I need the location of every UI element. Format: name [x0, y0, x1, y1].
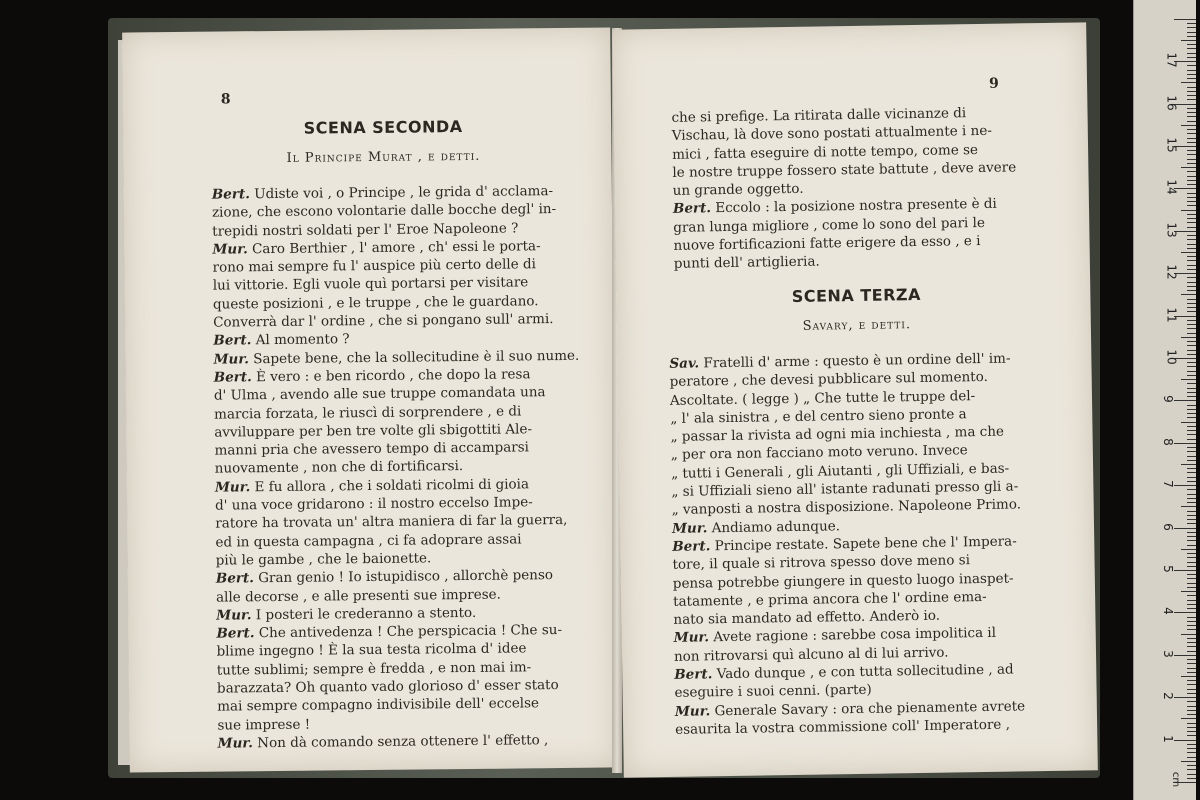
- page-number: 9: [988, 75, 999, 92]
- ruler-tick: [1187, 375, 1196, 376]
- ruler-tick: [1181, 40, 1196, 41]
- ruler-tick: [1187, 303, 1196, 304]
- page-number: 8: [220, 91, 231, 108]
- ruler-tick: [1187, 689, 1196, 690]
- ruler-tick: [1174, 697, 1196, 698]
- ruler-number: 1: [1160, 734, 1175, 743]
- ruler-tick: [1187, 651, 1196, 652]
- speaker-label: Bert.: [215, 570, 255, 587]
- ruler-tick: [1187, 260, 1196, 261]
- ruler-tick: [1174, 570, 1196, 571]
- ruler-tick: [1187, 121, 1196, 122]
- left-page: [122, 27, 618, 772]
- ruler-tick: [1187, 595, 1196, 596]
- line-text: Caro Berthier , l' amore , ch' essi le porta-: [247, 238, 541, 258]
- line-text: Vado dunque , e con tutta sollecitudine , ad: [712, 661, 1014, 683]
- line-text: mici , fatta eseguire di notte tempo, come se: [671, 141, 979, 163]
- ruler-tick: [1187, 57, 1196, 58]
- ruler-tick: [1187, 583, 1196, 584]
- line-text: Gran genio ! Io istupidisco , allorchè penso: [253, 567, 554, 587]
- ruler-tick: [1187, 290, 1196, 291]
- ruler-tick: [1187, 748, 1196, 749]
- measuring-ruler: [1133, 0, 1196, 800]
- ruler-tick: [1181, 379, 1196, 380]
- line-text: Converrà dar l' ordine , che si pongano sull' armi.: [213, 311, 554, 331]
- line-text: I posteri le crederanno a stento.: [251, 604, 477, 624]
- ruler-tick: [1187, 150, 1196, 151]
- ruler-tick: [1187, 574, 1196, 575]
- ruler-number: 9: [1160, 395, 1175, 404]
- ruler-number: 12: [1164, 264, 1179, 280]
- ruler-tick: [1187, 133, 1196, 134]
- ruler-tick: [1187, 324, 1196, 325]
- ruler-tick: [1187, 778, 1196, 779]
- ruler-tick: [1187, 388, 1196, 389]
- text-block-top: [671, 103, 1017, 273]
- line-text: eseguire i suoi cenni. (parte): [674, 682, 872, 702]
- line-text: zione, che escono volontarie dalle bocche degl' in-: [211, 201, 557, 221]
- ruler-tick: [1187, 27, 1196, 28]
- ruler-tick: [1187, 256, 1196, 257]
- ruler-tick: [1187, 201, 1196, 202]
- ruler-number: 8: [1160, 437, 1175, 446]
- speaker-label: Mur.: [213, 350, 249, 368]
- ruler-tick: [1187, 672, 1196, 673]
- ruler-tick: [1187, 383, 1196, 384]
- ruler-tick: [1187, 396, 1196, 397]
- ruler-tick: [1187, 502, 1196, 503]
- ruler-tick: [1187, 99, 1196, 100]
- line-text: alle decorse , e alle presenti sue imprese.: [215, 586, 501, 606]
- line-text: lui vittorie. Egli vuole quì portarsi per visitare: [212, 274, 529, 295]
- ruler-tick: [1187, 282, 1196, 283]
- ruler-tick: [1187, 78, 1196, 79]
- ruler-number: 16: [1164, 94, 1179, 111]
- ruler-tick: [1187, 176, 1196, 177]
- right-page: [612, 22, 1098, 777]
- ruler-tick: [1187, 439, 1196, 440]
- ruler-tick: [1174, 485, 1196, 486]
- ruler-tick: [1181, 337, 1196, 338]
- ruler-tick: [1187, 536, 1196, 537]
- ruler-tick: [1187, 744, 1196, 745]
- ruler-tick: [1187, 735, 1196, 736]
- ruler-number: 5: [1160, 565, 1175, 573]
- ruler-tick: [1187, 434, 1196, 435]
- ruler-tick: [1187, 53, 1196, 54]
- ruler-tick: [1187, 218, 1196, 219]
- ruler-tick: [1187, 731, 1196, 732]
- line-text: esaurita la vostra commissione coll' Imperatore ,: [675, 716, 1011, 738]
- ruler-tick: [1187, 32, 1196, 33]
- ruler-tick: [1181, 422, 1196, 423]
- ruler-tick: [1187, 765, 1196, 766]
- speaker-label: Bert.: [672, 538, 711, 555]
- ruler-tick: [1187, 668, 1196, 669]
- text-line: [214, 383, 580, 405]
- ruler-number: 15: [1164, 137, 1179, 153]
- ruler-tick: [1187, 65, 1196, 66]
- ruler-tick: [1187, 328, 1196, 329]
- ruler-tick: [1187, 757, 1196, 758]
- line-text: Al momento ?: [251, 331, 350, 349]
- line-text: „ vanposti a nostra disposizione. Napoleone Primo.: [671, 496, 1022, 519]
- line-text: Generale Savary : ora che pienamente avrete: [710, 698, 1026, 719]
- ruler-tick: [1187, 498, 1196, 499]
- line-text: Avete ragione : sarebbe cosa impolitica il: [708, 625, 997, 646]
- line-text: un grande oggetto.: [672, 180, 804, 200]
- line-text: barazzata? Oh quanto vado glorioso d' esser stato: [216, 677, 559, 697]
- ruler-tick: [1187, 48, 1196, 49]
- ruler-tick: [1187, 159, 1196, 160]
- ruler-tick: [1187, 646, 1196, 647]
- ruler-tick: [1187, 248, 1196, 249]
- speaker-label: Mur.: [214, 479, 251, 496]
- ruler-tick: [1187, 180, 1196, 181]
- line-text: d' Ulma , avendo alle sue truppe comandata una: [213, 384, 546, 404]
- line-text: tatamente , e prima ancora che l' ordine ema-: [673, 588, 987, 610]
- text-block: [669, 349, 1025, 739]
- ruler-tick: [1187, 23, 1196, 24]
- speaker-label: Bert.: [211, 186, 250, 203]
- ruler-tick: [1187, 350, 1196, 351]
- ruler-tick: [1187, 451, 1196, 452]
- ruler-tick: [1187, 311, 1196, 312]
- line-text: gran lunga migliore , come lo sono del pari le: [673, 214, 985, 236]
- ruler-tick: [1187, 171, 1196, 172]
- ruler-tick: [1174, 655, 1196, 656]
- ruler-tick: [1187, 227, 1196, 228]
- line-text: „ passar la rivista ad ogni mia inchiesta , ma che: [670, 423, 1005, 446]
- line-text: È vero : e ben ricordo , che dopo la resa: [251, 366, 531, 386]
- ruler-tick: [1181, 82, 1196, 83]
- text-line: [215, 511, 581, 533]
- line-text: Non dà comando senza ottenere l' effetto ,: [252, 732, 549, 752]
- ruler-tick: [1187, 515, 1196, 516]
- speaker-label: Sav.: [669, 355, 700, 372]
- speaker-label: Mur.: [674, 702, 711, 720]
- text-line: [217, 731, 583, 753]
- ruler-tick: [1174, 612, 1196, 613]
- ruler-tick: [1187, 116, 1196, 117]
- ruler-tick: [1187, 95, 1196, 96]
- ruler-tick: [1187, 409, 1196, 410]
- ruler-tick: [1187, 205, 1196, 206]
- ruler-tick: [1187, 608, 1196, 609]
- ruler-tick: [1187, 235, 1196, 236]
- ruler-tick: [1187, 625, 1196, 626]
- ruler-number: 4: [1160, 607, 1175, 616]
- ruler-tick: [1187, 362, 1196, 363]
- speaker-label: Mur.: [217, 735, 254, 752]
- ruler-tick: [1187, 184, 1196, 185]
- speaker-label: Mur.: [671, 520, 708, 537]
- ruler-tick: [1187, 44, 1196, 45]
- line-text: Fratelli d' arme : questo è un ordine dell' im-: [698, 350, 1011, 372]
- ruler-tick: [1181, 634, 1196, 635]
- ruler-tick: [1187, 371, 1196, 372]
- text-block: [212, 182, 584, 753]
- ruler-tick: [1187, 112, 1196, 113]
- ruler-tick: [1187, 727, 1196, 728]
- ruler-unit: cm: [1170, 771, 1182, 788]
- line-text: tore, il quale si ritrova spesso dove meno si: [672, 552, 971, 574]
- line-text: punti dell' artiglieria.: [673, 253, 820, 273]
- ruler-tick: [1187, 299, 1196, 300]
- ruler-tick: [1187, 277, 1196, 278]
- ruler-tick: [1187, 617, 1196, 618]
- line-text: Udiste voi , o Principe , le grida d' acclama-: [249, 183, 554, 203]
- ruler-tick: [1187, 629, 1196, 630]
- ruler-tick: [1187, 87, 1196, 88]
- ruler-tick: [1181, 506, 1196, 507]
- line-text: „ l' ala sinistra , e del centro sieno pronte a: [670, 406, 967, 427]
- text-line: [217, 694, 583, 716]
- line-text: „ si Uffiziali sieno all' istante radunati presso gli a-: [671, 478, 1019, 500]
- ruler-tick: [1187, 710, 1196, 711]
- ruler-tick: [1187, 163, 1196, 164]
- line-text: trepidi nostri soldati per l' Eroe Napoleone ?: [212, 220, 519, 240]
- line-text: peratore , che devesi pubblicare sul momento.: [669, 369, 988, 391]
- ruler-tick: [1181, 294, 1196, 295]
- line-text: Principe restate. Sapete bene che l' Impera-: [710, 533, 1017, 555]
- ruler-tick: [1174, 528, 1196, 529]
- ruler-tick: [1174, 740, 1196, 741]
- ruler-tick: [1187, 430, 1196, 431]
- ruler-tick: [1187, 239, 1196, 240]
- ruler-tick: [1187, 774, 1196, 775]
- ruler-tick: [1187, 472, 1196, 473]
- line-text: marcia forzata, le riuscì di sorprendere , e di: [214, 402, 522, 423]
- ruler-tick: [1187, 532, 1196, 533]
- ruler-tick: [1187, 193, 1196, 194]
- ruler-tick: [1187, 244, 1196, 245]
- line-text: mai sempre compagno indivisibile dell' eccelse: [217, 695, 540, 715]
- ruler-tick: [1174, 443, 1196, 444]
- line-text: Vischau, là dove sono postati attualmente i ne-: [671, 123, 992, 145]
- line-text: nuove fortificazioni fatte erigere da esso , e i: [673, 233, 981, 254]
- line-text: Andiamo adunque.: [707, 517, 841, 537]
- ruler-tick: [1187, 600, 1196, 601]
- ruler-tick: [1187, 562, 1196, 563]
- ruler-tick: [1187, 142, 1196, 143]
- speaker-label: Mur.: [212, 241, 248, 258]
- line-text: „ tutti i Generali , gli Aiutanti , gli Uffiziali, e bas-: [671, 460, 1010, 482]
- scene-heading: SCENA SECONDA: [303, 117, 463, 138]
- ruler-number: 13: [1164, 222, 1179, 238]
- ruler-tick: [1187, 752, 1196, 753]
- ruler-tick: [1187, 320, 1196, 321]
- speaker-label: Bert.: [674, 666, 713, 683]
- ruler-tick: [1187, 456, 1196, 457]
- speaker-label: Bert.: [213, 369, 252, 386]
- ruler-number: 17: [1164, 52, 1179, 68]
- ruler-tick: [1187, 693, 1196, 694]
- ruler-tick: [1187, 413, 1196, 414]
- ruler-number: 6: [1160, 522, 1175, 531]
- ruler-tick: [1187, 345, 1196, 346]
- ruler-tick: [1187, 405, 1196, 406]
- ruler-tick: [1187, 494, 1196, 495]
- ruler-number: 7: [1160, 480, 1175, 489]
- ruler-tick: [1187, 154, 1196, 155]
- scene-heading: SCENA TERZA: [791, 284, 922, 306]
- ruler-tick: [1187, 129, 1196, 130]
- ruler-tick: [1187, 366, 1196, 367]
- ruler-tick: [1187, 286, 1196, 287]
- ruler-tick: [1187, 417, 1196, 418]
- ruler-tick: [1187, 578, 1196, 579]
- ruler-tick: [1187, 714, 1196, 715]
- ruler-tick: [1187, 481, 1196, 482]
- ruler-tick: [1187, 553, 1196, 554]
- ruler-tick: [1187, 333, 1196, 334]
- ruler-tick: [1187, 621, 1196, 622]
- ruler-tick: [1187, 663, 1196, 664]
- ruler-tick: [1187, 701, 1196, 702]
- ruler-tick: [1187, 706, 1196, 707]
- ruler-tick: [1187, 489, 1196, 490]
- ruler-tick: [1187, 540, 1196, 541]
- ruler-tick: [1187, 138, 1196, 139]
- ruler-tick: [1187, 74, 1196, 75]
- ruler-tick: [1187, 545, 1196, 546]
- ruler-tick: [1187, 341, 1196, 342]
- line-text: manni pria che avessero tempo di accamparsi: [214, 439, 530, 459]
- ruler-number: 14: [1164, 179, 1179, 196]
- ruler-tick: [1187, 659, 1196, 660]
- ruler-tick: [1187, 392, 1196, 393]
- line-text: non ritrovarsi quì alcuno al di lui arrivo.: [673, 644, 949, 665]
- line-text: pensa potrebbe giungere in questo luogo inaspet-: [672, 570, 1014, 592]
- ruler-number: 11: [1164, 306, 1179, 323]
- ruler-tick: [1181, 210, 1196, 211]
- ruler-tick: [1187, 684, 1196, 685]
- ruler-tick: [1187, 70, 1196, 71]
- line-text: E fu allora , che i soldati ricolmi di gioia: [250, 476, 530, 496]
- speaker-label: Bert.: [216, 625, 255, 642]
- scene-subheading: Il Principe Murat , e detti.: [286, 148, 481, 166]
- speaker-label: Mur.: [673, 629, 710, 647]
- line-text: le nostre truppe fossero state battute , deve avere: [672, 159, 1017, 181]
- ruler-tick: [1187, 197, 1196, 198]
- ruler-tick: [1187, 222, 1196, 223]
- ruler-tick: [1187, 511, 1196, 512]
- line-text: Eccolo : la posizione nostra presente è di: [710, 196, 997, 217]
- line-text: queste posizioni , e le truppe , che le guardano.: [212, 293, 539, 313]
- speaker-label: Bert.: [213, 332, 252, 350]
- ruler-tick: [1187, 91, 1196, 92]
- speaker-label: Bert.: [672, 200, 712, 218]
- scene-subheading: Savary, e detti.: [802, 317, 912, 334]
- line-text: avviluppare per ben tre volte gli sbigottiti Ale-: [214, 421, 533, 441]
- line-text: „ per ora non facciano moto veruno. Invece: [670, 442, 968, 464]
- ruler-tick: [1181, 252, 1196, 253]
- line-text: blime ingegno ! È la sua testa ricolma d' idee: [216, 640, 527, 661]
- ruler-tick: [1187, 642, 1196, 643]
- ruler-tick: [1187, 680, 1196, 681]
- ruler-tick: [1174, 19, 1196, 20]
- ruler-tick: [1187, 354, 1196, 355]
- speaker-label: Mur.: [216, 607, 252, 624]
- ruler-tick: [1181, 549, 1196, 550]
- line-text: Che antivedenza ! Che perspicacia ! Che su-: [254, 622, 563, 642]
- line-text: nato sia mandato ad effetto. Anderò io.: [673, 607, 941, 629]
- ruler-tick: [1187, 638, 1196, 639]
- line-text: nuovamente , non che di fortificarsi.: [214, 458, 464, 478]
- ruler-tick: [1181, 167, 1196, 168]
- text-line: [212, 200, 578, 222]
- ruler-tick: [1187, 723, 1196, 724]
- ruler-tick: [1181, 676, 1196, 677]
- line-text: sue imprese !: [217, 716, 311, 734]
- line-text: che si prefige. La ritirata dalle vicinanze di: [671, 105, 967, 126]
- ruler-tick: [1181, 718, 1196, 719]
- ruler-tick: [1187, 108, 1196, 109]
- ruler-tick: [1187, 477, 1196, 478]
- line-text: tutte sublimi; sempre è fredda , e non mai im-: [216, 659, 532, 679]
- ruler-tick: [1187, 426, 1196, 427]
- ruler-tick: [1174, 400, 1196, 401]
- line-text: Sapete bene, che la sollecitudine è il suo nume.: [248, 347, 580, 367]
- ruler-tick: [1187, 604, 1196, 605]
- line-text: ratore ha trovata un' altra maniera di far la guerra,: [215, 512, 568, 532]
- line-text: rono mai sempre fu l' auspice più certo delle di: [212, 256, 537, 276]
- ruler-tick: [1187, 769, 1196, 770]
- ruler-tick: [1187, 447, 1196, 448]
- ruler-number: 3: [1160, 649, 1175, 658]
- ruler-tick: [1181, 464, 1196, 465]
- ruler-tick: [1187, 36, 1196, 37]
- ruler-tick: [1187, 265, 1196, 266]
- ruler-tick: [1181, 761, 1196, 762]
- line-text: più le gambe , che le baionette.: [215, 550, 432, 569]
- ruler-tick: [1181, 591, 1196, 592]
- ruler-tick: [1187, 468, 1196, 469]
- text-line: [216, 566, 582, 588]
- line-text: Ascoltate. ( legge ) „ Che tutte le truppe del-: [669, 387, 976, 409]
- ruler-tick: [1187, 269, 1196, 270]
- ruler-number: 2: [1160, 692, 1175, 701]
- ruler-tick: [1187, 307, 1196, 308]
- ruler-tick: [1181, 125, 1196, 126]
- line-text: d' una voce gridarono : il nostro eccelso Impe-: [215, 494, 533, 514]
- ruler-tick: [1187, 519, 1196, 520]
- ruler-number: 10: [1164, 349, 1179, 365]
- ruler-tick: [1187, 523, 1196, 524]
- ruler-tick: [1187, 587, 1196, 588]
- ruler-tick: [1187, 214, 1196, 215]
- line-text: ed in questa campagna , ci fa adoprare assai: [215, 531, 522, 551]
- ruler-tick: [1187, 557, 1196, 558]
- ruler-tick: [1187, 460, 1196, 461]
- ruler-tick: [1187, 566, 1196, 567]
